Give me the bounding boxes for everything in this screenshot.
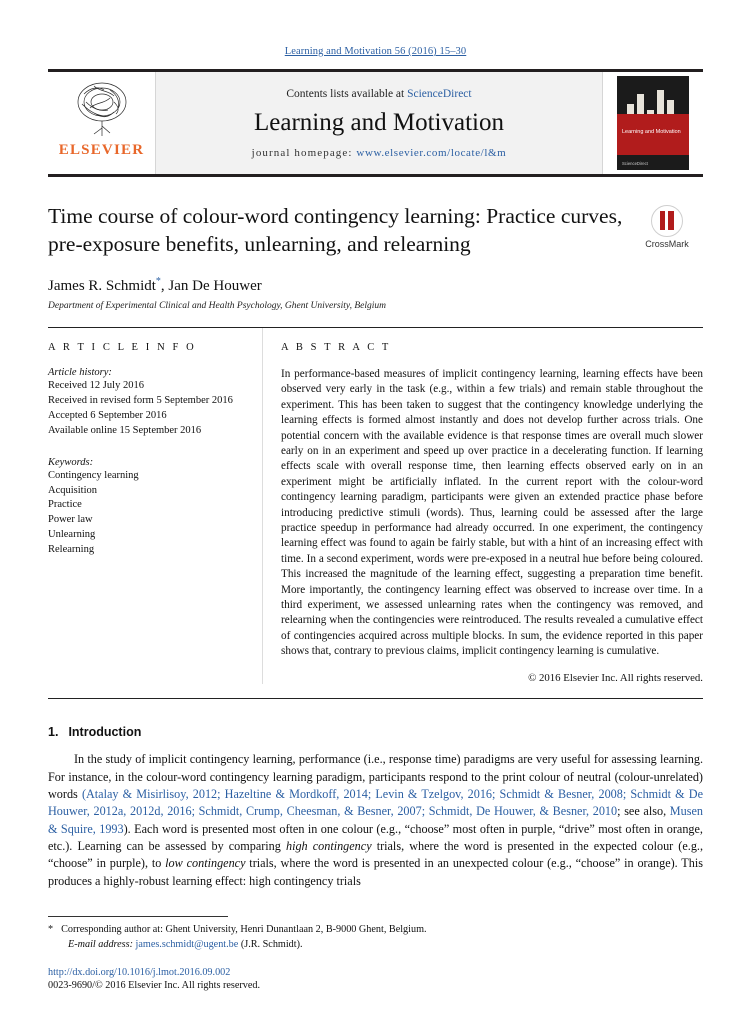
history-item: Received 12 July 2016 [48,380,144,392]
journal-cover [602,72,703,174]
affiliation: Department of Experimental Clinical and Health Psychology, Ghent University, Belgium [48,301,386,312]
abstract-text: In performance-based measures of implicit contingency learning, learning effects have been observed very early in the task (e.g., within a few trials) and remain stable throughout the experiment. This has been taken to suggest that the contingency knowledge underlying the learning effects is formed almost instantly and does not develop further across trials. One potential concern with the available evidence is that response times are overall much slower early on in an experiment and speed up over practice in a decelerating function. If learning effects scale with overall response time, then learning effects observed early on in an experiment might be artificially inflated. In the current report with the colour-word contingency learning paradigm, participants were given an extended practice phase before introducing predictive stimuli (words). Thus, learning could be assessed after the large practice speedup in performance had already occurred. In one experiment, the contingency learning effect was found to again be fairly stable, but with a hint of an increasing effect with time. In a second experiment, words were pre-exposed in a neutral hue before being coloured. This increased the magnitude of the learning effect, suggesting a preparation time benefit. More importantly, the contingency learning effect was observed to increase over time. In a third experiment, we assessed unlearning rates when the contingency was removed, and relearning when the contingencies were reintroduced. The results revealed a cumulative effect of contingencies acquired across multiple blocks. In sum, the evidence reported in this paper shows that, contrary to previous claims, implicit contingency learning is cumulative. [281,368,703,658]
doi-line [48,967,703,978]
abstract-column [262,328,703,684]
paragraph-text: trials, where the word is presented in the expected colour (e.g., “choose” in purple), to [48,839,704,871]
emphasis-text: high contingency [285,839,372,854]
paragraph-text: In the study of implicit contingency learning, performance (i.e., response time) paradigms are very useful for assessing learning. For instance, in the colour-word contingency learning paradigm, participants respond to the print colour of neutral (colour-unrelated) words [48,752,703,802]
contents-prefix: Contents lists available at [286,87,408,100]
keyword-item: Power law [48,514,93,526]
masthead-center [156,72,602,174]
author-primary: James R. Schmidt [48,278,156,295]
author-rest: , Jan De Houwer [160,278,262,295]
publisher-name: ELSEVIER [58,142,145,158]
keywords-label: Keywords: [48,456,94,468]
section-heading-introduction [48,725,703,739]
email-suffix: (J.R. Schmidt). [240,938,303,950]
journal-masthead [48,69,703,177]
paragraph-text: trials, where the word is presented in an unexpected colour (e.g., “choose” in orange). This produces a highly-robust learning effect: high contingency trials [48,856,703,888]
history-item: Accepted 6 September 2016 [48,409,167,421]
emphasis-text: low contingency [165,856,246,871]
corresponding-author-note [48,923,703,953]
author-marker: * [155,276,161,288]
crossmark-label: CrossMark [645,239,689,249]
info-rule-bottom [48,698,703,699]
intro-paragraph [48,751,703,890]
history-label: Article history: [48,367,112,379]
cover-title: Learning and Motivation [622,128,681,135]
cover-footer: ScienceDirect [622,161,648,166]
email-label: E-mail address: [68,938,133,950]
footnote-rule [48,916,228,917]
paragraph-text: ; see also, [617,804,670,819]
article-info-heading: A R T I C L E I N F O [48,342,197,354]
email-link[interactable]: james.schmidt@ugent.be [135,938,239,950]
cover-image [617,76,689,170]
keyword-item: Relearning [48,544,95,556]
elsevier-tree-icon [70,78,134,140]
abstract-copyright: © 2016 Elsevier Inc. All rights reserved. [528,672,703,685]
history-item: Available online 15 September 2016 [48,424,202,436]
sciencedirect-link[interactable]: ScienceDirect [407,87,472,100]
publisher-logo [48,72,156,174]
article-info-column [48,328,262,684]
corresponding-author-text: Corresponding author at: Ghent University, Henri Dunantlaan 2, B-9000 Ghent, Belgium. [61,924,427,936]
running-head [48,0,703,57]
doi-link[interactable]: http://dx.doi.org/10.1016/j.lmot.2016.09.002 [48,966,231,978]
section-number: 1. [48,725,59,740]
issn-line: 0023-9690/© 2016 Elsevier Inc. All rights reserved. [48,979,261,991]
journal-title: Learning and Motivation [254,108,504,136]
footnote-marker: * [48,924,54,936]
homepage-link[interactable]: www.elsevier.com/locate/l&m [356,146,507,159]
history-item: Received in revised form 5 September 2016 [48,394,233,406]
citation-link[interactable]: (Atalay & Misirlisoy, 2012; Hazeltine & Mordkoff, 2014; Levin & Tzelgov, 2016; Schmidt & Besner, 2008; Schmidt & De Houwer, 2012a, 2012d, 2016; Schmidt, Crump, Cheesman, & Besner, 2007; Schmidt, De Houwer, & Besner, 2010 [48,787,703,819]
keyword-item: Practice [48,499,82,511]
citation-link[interactable]: Musen & Squire, 1993 [48,804,703,836]
keyword-item: Contingency learning [48,469,139,481]
author-list [48,276,703,295]
paragraph-text: ). Each word is presented most often in one colour (e.g., “choose” most often in purple, “drive” most often in orange, etc.). Learning can be assessed by comparing [48,821,703,854]
running-head-text: Learning and Motivation 56 (2016) 15–30 [284,46,467,57]
section-title-text: Introduction [68,725,142,740]
info-abstract-region [48,328,703,684]
crossmark-badge[interactable] [631,205,703,249]
contents-line [286,88,471,100]
keyword-item: Unlearning [48,529,96,541]
keyword-item: Acquisition [48,484,97,496]
abstract-heading: A B S T R A C T [281,342,391,354]
crossmark-icon [651,205,683,237]
journal-homepage-line [252,147,507,159]
title-block [48,203,703,311]
homepage-label: journal homepage: [251,146,353,159]
page-title: Time course of colour-word contingency learning: Practice curves, pre-exposure benefits, unlearning, and relearning [48,204,623,256]
